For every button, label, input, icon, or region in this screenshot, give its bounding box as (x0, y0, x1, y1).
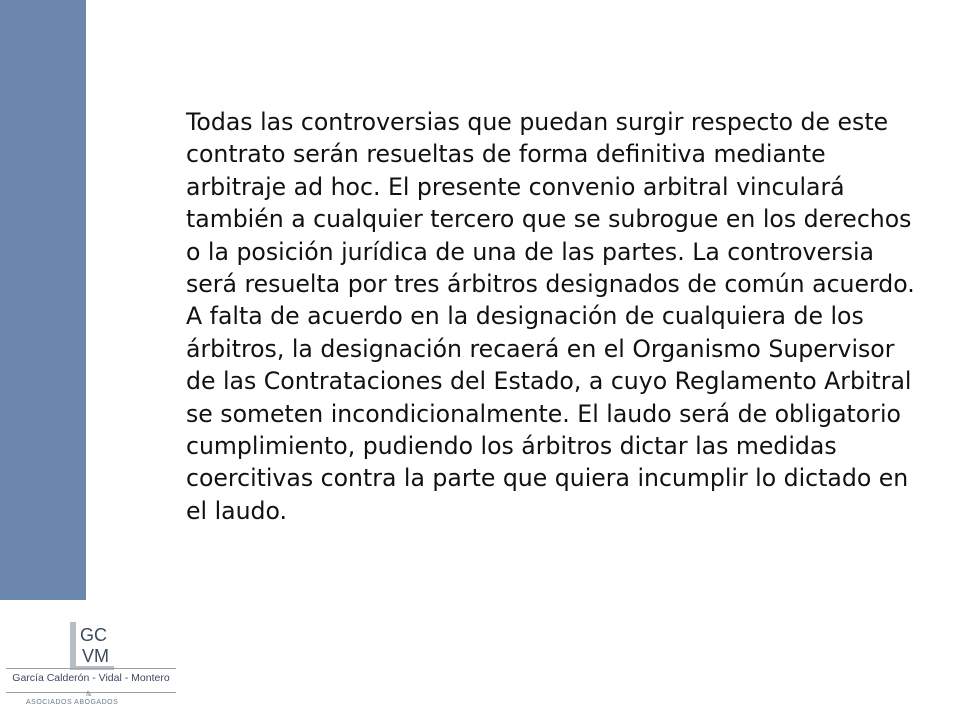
firm-name: García Calderón - Vidal - Montero (12, 672, 170, 684)
logo-divider-top (6, 668, 176, 669)
firm-subtitle: ASOCIADOS ABOGADOS (26, 699, 119, 706)
firm-logo (0, 612, 190, 720)
logo-ampersand: & (86, 690, 92, 698)
side-accent-bar (0, 0, 86, 600)
monogram-logo-icon (66, 620, 118, 672)
document-body (186, 106, 916, 527)
arbitration-clause-paragraph: Todas las controversias que puedan surgir respecto de este contrato serán resueltas de forma definitiva mediante arbitraje ad hoc. El presente convenio arbitral vinculará también a cualquier tercero que se subrogue en los derechos o la posición jurídica de una de las partes. La controversia será resuelta por tres árbitros designados de común acuerdo. A falta de acuerdo en la designación de cualquiera de los árbitros, la designación recaerá en el Organismo Supervisor de las Contrataciones del Estado, a cuyo Reglamento Arbitral se someten incondicionalmente. El laudo será de obligatorio cumplimiento, pudiendo los árbitros dictar las medidas coercitivas contra la parte que quiera incumplir lo dictado en el laudo. (186, 108, 915, 525)
monogram-bottom: VM (82, 646, 109, 666)
monogram-top: GC (80, 625, 107, 645)
